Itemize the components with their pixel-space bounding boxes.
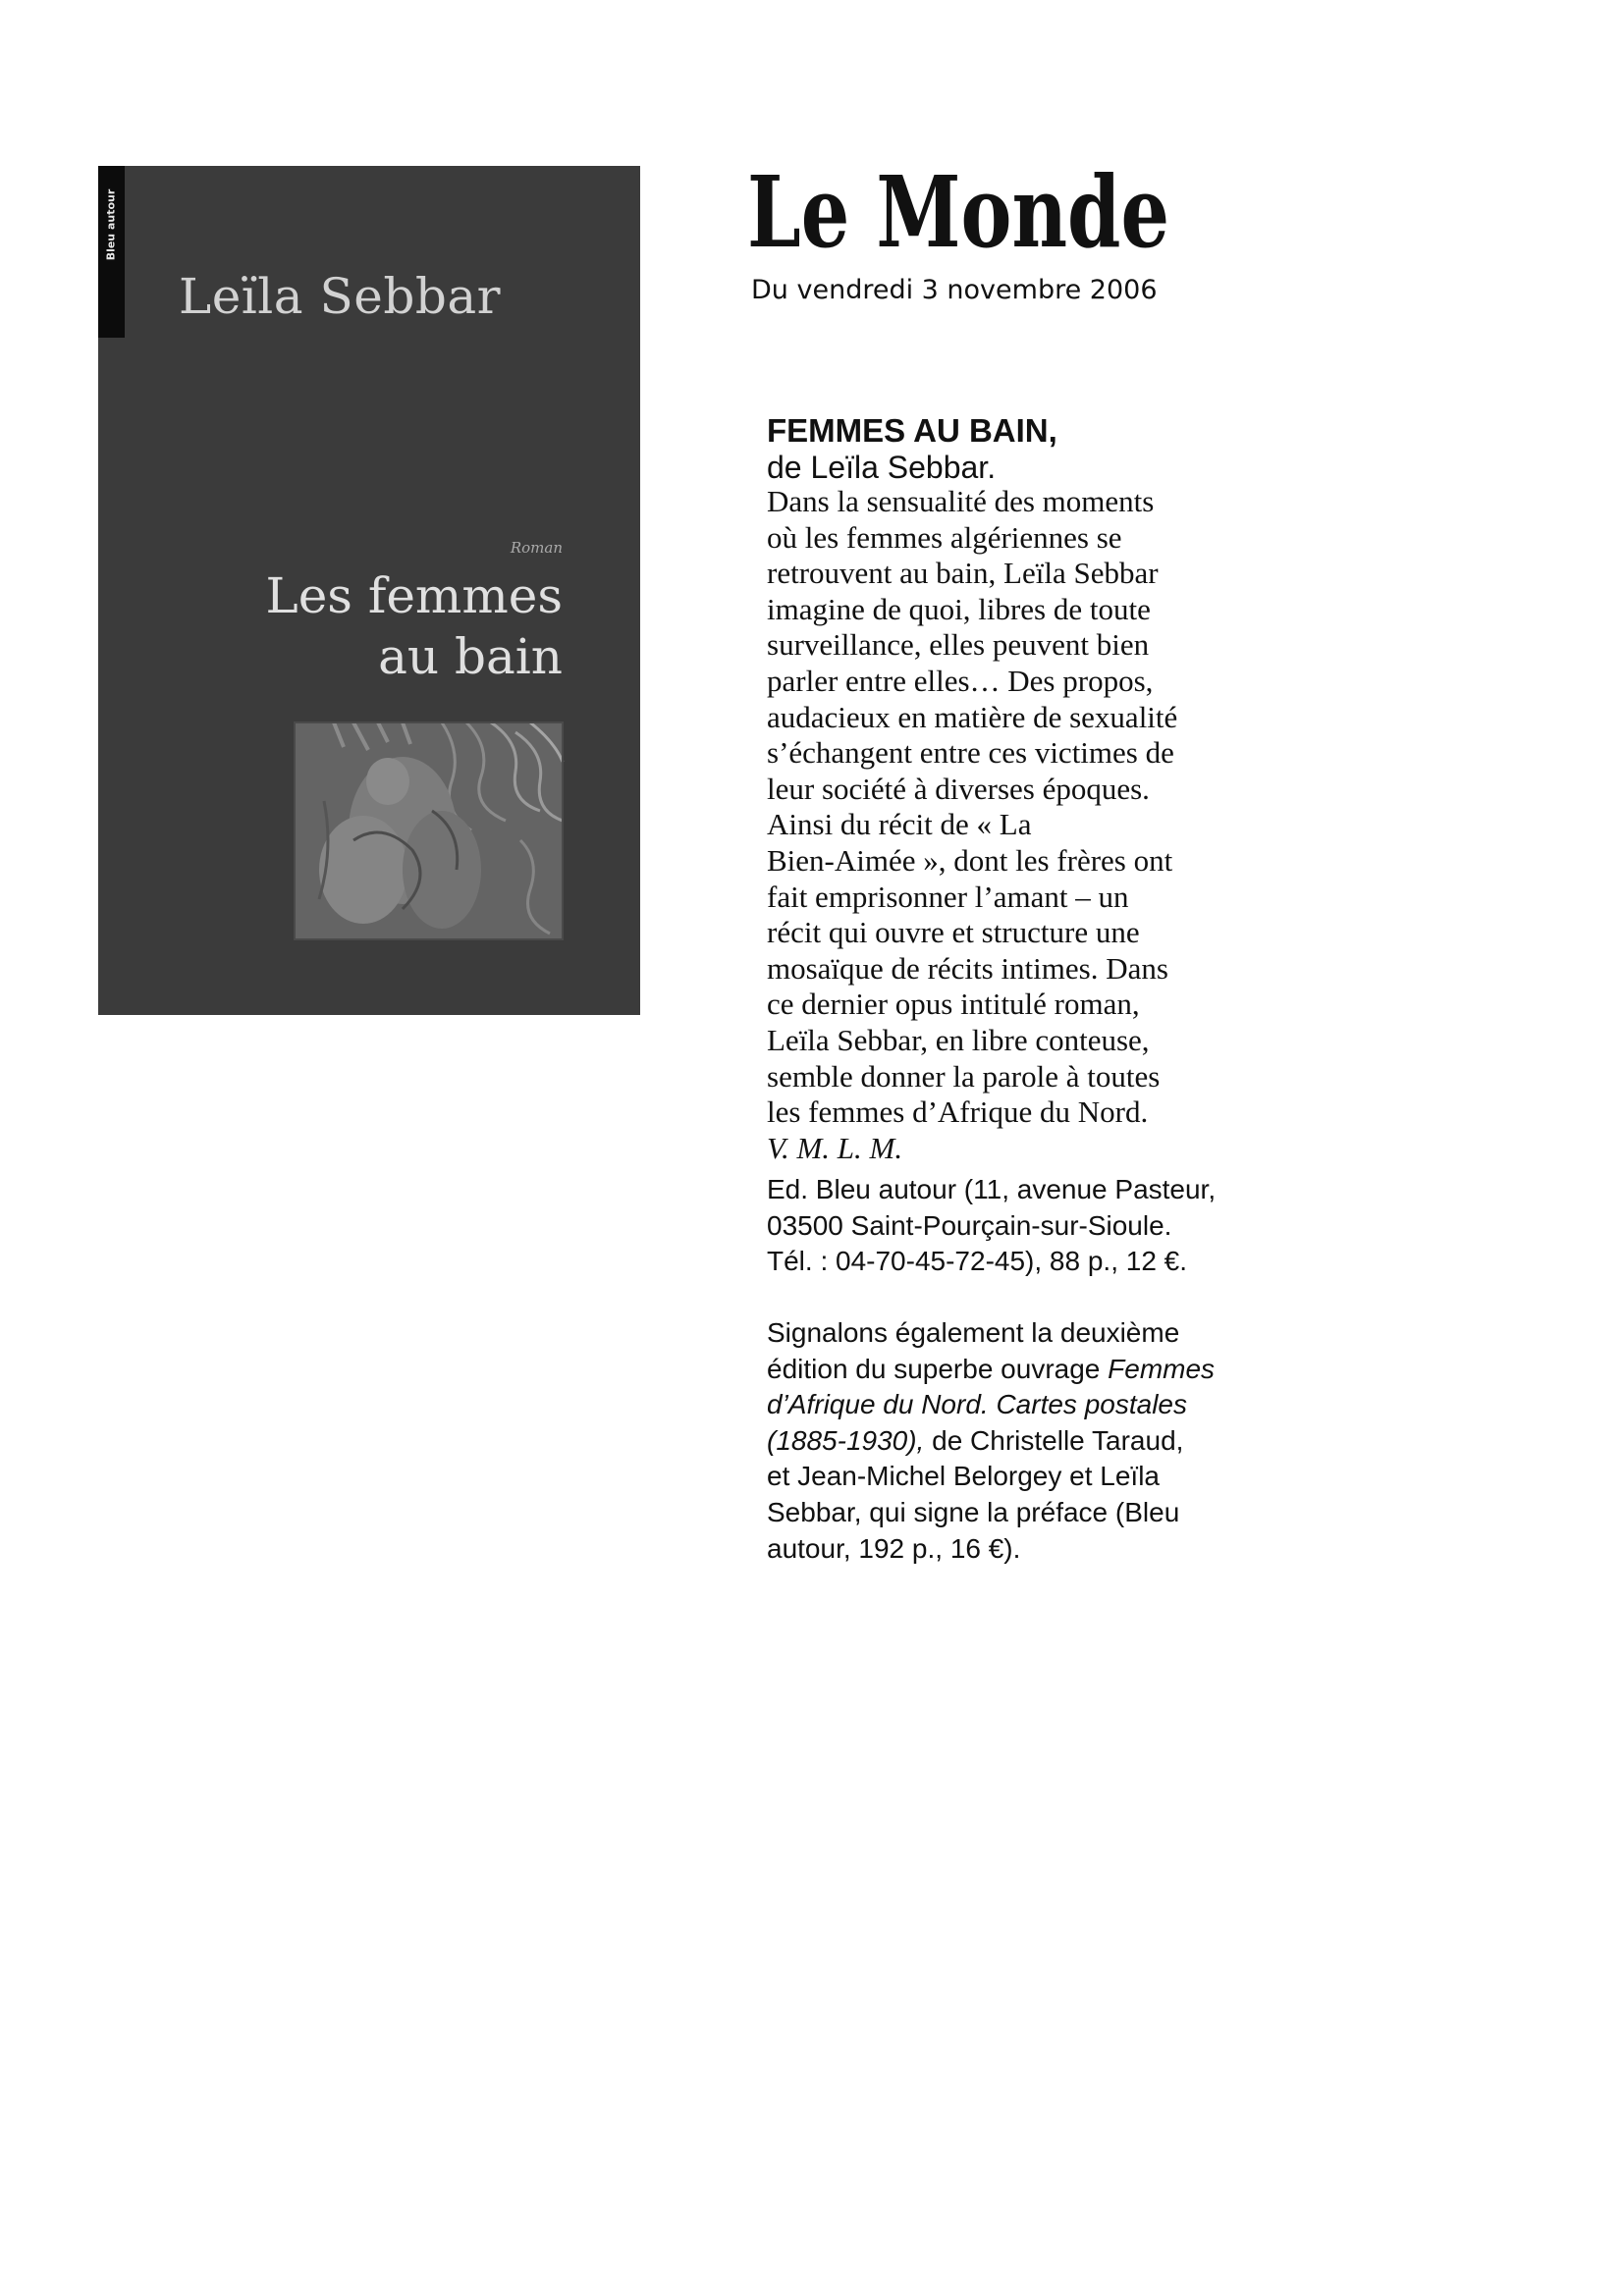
- note-book-title: Femmes: [1108, 1353, 1216, 1384]
- article-byline: de Leïla Sebbar.: [767, 450, 997, 485]
- body-line: parler entre elles… Des propos,: [767, 663, 1154, 698]
- body-line: Bien-Aimée », dont les frères ont: [767, 842, 1173, 878]
- note-line: Sebbar, qui signe la préface (Bleu: [767, 1497, 1180, 1528]
- book-cover: [98, 166, 640, 1015]
- cover-genre: Roman: [510, 539, 563, 557]
- note-book-title: (1885-1930),: [767, 1424, 925, 1456]
- publisher-line: Ed. Bleu autour (11, avenue Pasteur,: [767, 1174, 1217, 1205]
- note-text: de Christelle Taraud,: [924, 1424, 1184, 1456]
- body-line: les femmes d’Afrique du Nord.: [767, 1095, 1149, 1130]
- body-line: imagine de quoi, libres de toute: [767, 591, 1151, 626]
- body-line: semble donner la parole à toutes: [767, 1058, 1161, 1094]
- note-line: Signalons également la deuxième: [767, 1317, 1180, 1349]
- cover-spine-band: [98, 166, 125, 338]
- cover-title-line: au bain: [378, 628, 563, 685]
- note-line: et Jean-Michel Belorgey et Leïla: [767, 1461, 1160, 1492]
- body-line: où les femmes algériennes se: [767, 519, 1122, 555]
- cover-title-line: Les femmes: [265, 567, 563, 624]
- article-title: FEMMES AU BAIN,: [767, 412, 1057, 449]
- note-book-title: d’Afrique du Nord. Cartes postales: [767, 1389, 1187, 1420]
- body-line: audacieux en matière de sexualité: [767, 699, 1178, 734]
- article-body: [767, 484, 1277, 1131]
- article-signature: V. M. L. M.: [767, 1130, 903, 1165]
- newspaper-logo-text: Le Monde: [747, 154, 1169, 270]
- publisher-line: 03500 Saint-Pourçain-sur-Sioule.: [767, 1209, 1172, 1241]
- body-line: fait emprisonner l’amant – un: [767, 879, 1129, 914]
- note-line: [767, 1352, 1277, 1388]
- body-line: récit qui ouvre et structure une: [767, 915, 1140, 950]
- body-line: mosaïque de récits intimes. Dans: [767, 950, 1168, 986]
- note-text: édition du superbe ouvrage: [767, 1353, 1109, 1384]
- note-line: [767, 1423, 1277, 1460]
- article: [767, 411, 1277, 1567]
- publisher-info: [767, 1172, 1277, 1280]
- newspaper-logo: [747, 154, 1169, 270]
- body-line: s’échangent entre ces victimes de: [767, 735, 1174, 771]
- related-book-note: [767, 1315, 1277, 1567]
- body-line: leur société à diverses époques.: [767, 771, 1150, 806]
- body-line: ce dernier opus intitulé roman,: [767, 987, 1140, 1022]
- publisher-label: Bleu autour: [104, 188, 118, 261]
- cover-author: Leïla Sebbar: [179, 268, 502, 325]
- cover-title: [265, 565, 563, 687]
- body-line: Ainsi du récit de « La: [767, 807, 1032, 842]
- body-line: Leïla Sebbar, en libre conteuse,: [767, 1022, 1150, 1057]
- body-line: retrouvent au bain, Leïla Sebbar: [767, 556, 1159, 591]
- publication-date: Du vendredi 3 novembre 2006: [751, 275, 1158, 305]
- cover-illustration: [295, 722, 563, 939]
- publisher-line: Tél. : 04-70-45-72-45), 88 p., 12 €.: [767, 1246, 1188, 1277]
- body-line: surveillance, elles peuvent bien: [767, 627, 1150, 663]
- body-line: Dans la sensualité des moments: [767, 484, 1155, 518]
- note-line: autour, 192 p., 16 €).: [767, 1532, 1021, 1564]
